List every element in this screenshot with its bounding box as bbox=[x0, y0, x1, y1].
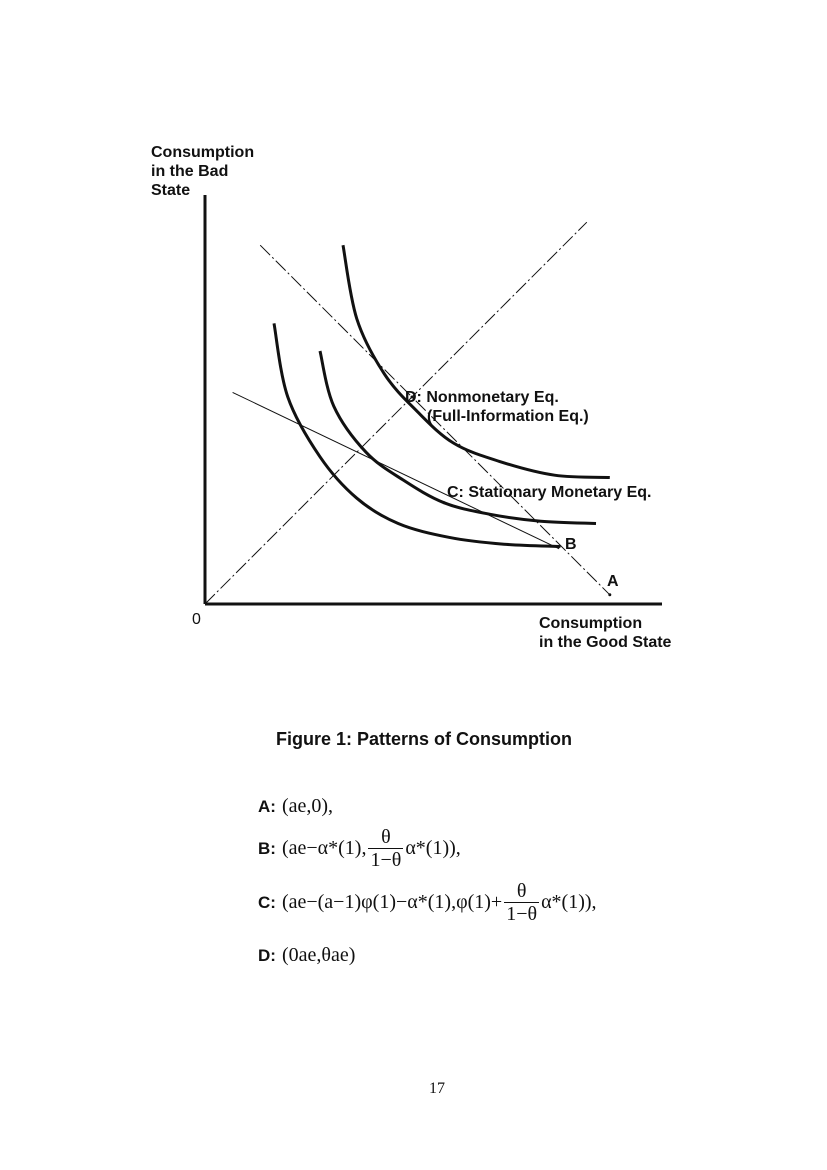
equation-b-pre: (ae−α*(1), bbox=[281, 836, 367, 859]
equation-c-post: α*(1)), bbox=[541, 890, 597, 913]
equation-a-text: (ae,0), bbox=[281, 795, 334, 817]
equation-a-key: A: bbox=[258, 797, 276, 816]
series-indifference-curve-through-d bbox=[343, 245, 610, 477]
point-marker-a bbox=[608, 593, 611, 596]
origin-label: 0 bbox=[192, 611, 201, 628]
equation-d-key: D: bbox=[258, 946, 276, 965]
equation-b bbox=[258, 826, 461, 871]
point-label-d-line: D: Nonmonetary Eq. bbox=[405, 389, 559, 406]
series-indifference-curve-through-b bbox=[274, 323, 559, 546]
equation-d-text: (0ae,θae) bbox=[281, 944, 356, 966]
equation-c-denominator: 1−θ bbox=[506, 903, 538, 925]
y-axis-label bbox=[151, 143, 254, 200]
equation-c-fraction bbox=[504, 880, 539, 925]
equation-b-denominator: 1−θ bbox=[370, 849, 402, 871]
equation-b-post: α*(1)), bbox=[405, 836, 461, 859]
y-axis-label-line: Consumption bbox=[151, 144, 255, 161]
point-marker-b bbox=[558, 545, 561, 548]
point-label-c: C: Stationary Monetary Eq. bbox=[447, 484, 652, 501]
point-label-d-line: (Full-Information Eq.) bbox=[427, 408, 589, 425]
equation-a bbox=[258, 795, 333, 818]
equation-c-numerator: θ bbox=[516, 880, 527, 902]
page-number: 17 bbox=[429, 1080, 445, 1097]
point-label-a: A bbox=[607, 573, 619, 590]
point-label-d bbox=[405, 388, 589, 426]
equation-d bbox=[258, 944, 355, 967]
point-label-b: B bbox=[565, 536, 577, 553]
equation-c-pre: (ae−(a−1)φ(1)−α*(1),φ(1)+ bbox=[281, 890, 503, 913]
equation-b-numerator: θ bbox=[381, 826, 391, 848]
x-axis-label-line: in the Good State bbox=[539, 634, 672, 651]
x-axis-label-line: Consumption bbox=[539, 615, 643, 632]
figure-caption: Figure 1: Patterns of Consumption bbox=[276, 729, 573, 749]
equation-c-key: C: bbox=[258, 892, 276, 912]
equation-c bbox=[258, 880, 597, 925]
point-marker-c bbox=[443, 501, 446, 504]
equation-b-fraction bbox=[368, 826, 403, 871]
equation-b-key: B: bbox=[258, 838, 276, 858]
x-axis-label bbox=[539, 614, 671, 652]
y-axis-label-line: State bbox=[151, 182, 191, 199]
y-axis-label-line: in the Bad bbox=[151, 163, 229, 180]
